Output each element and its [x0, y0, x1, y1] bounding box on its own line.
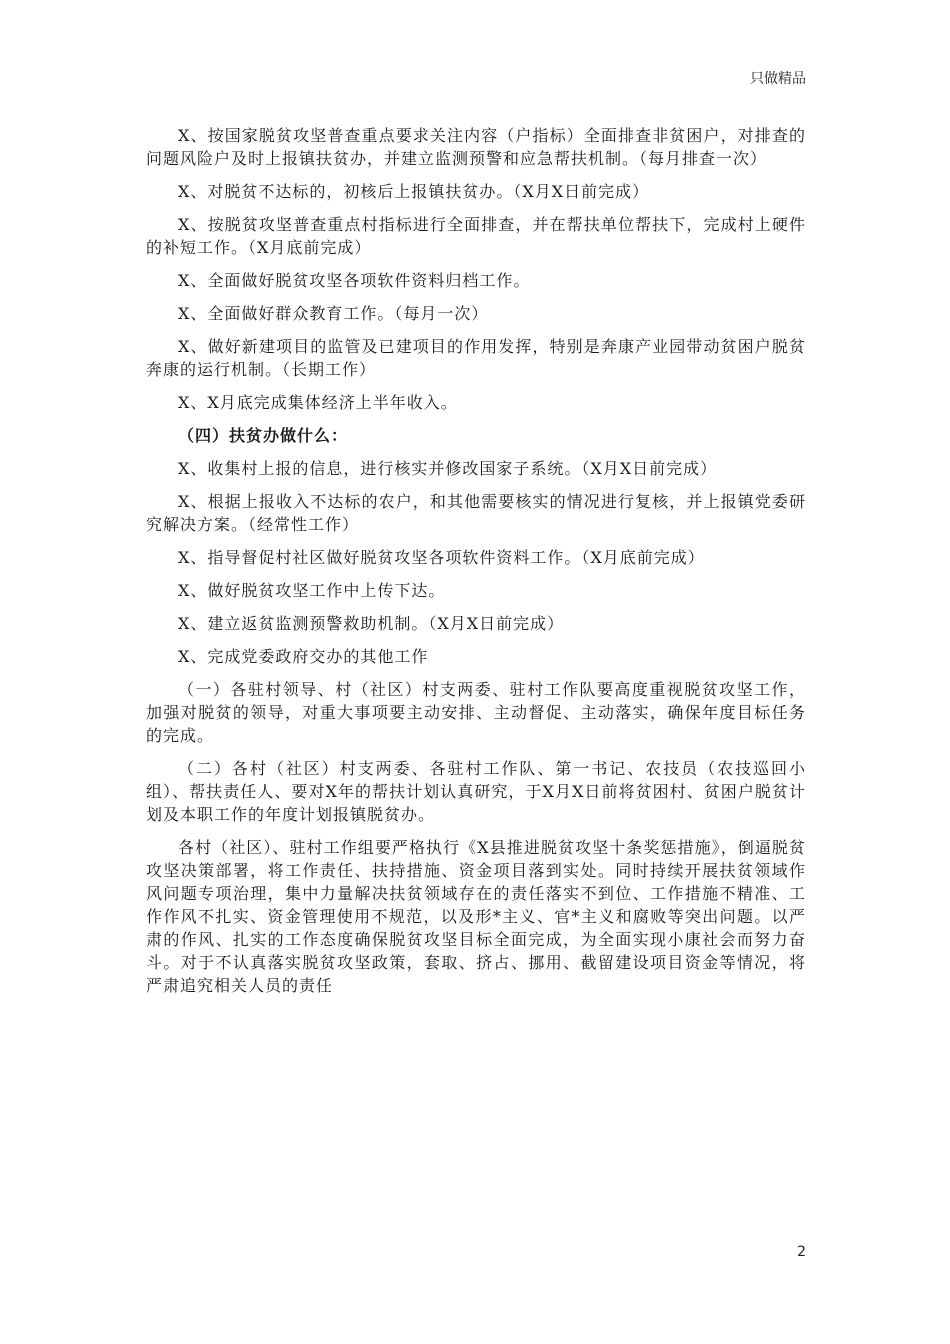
paragraph: X、完成党委政府交办的其他工作 — [178, 647, 429, 666]
paragraph: X、按脱贫攻坚普查重点村指标进行全面排查，并在帮扶单位帮扶下，完成村上硬件的补短工作。（X月底前完成） — [146, 215, 806, 257]
paragraph: X、根据上报收入不达标的农户，和其他需要核实的情况进行复核，并上报镇党委研究解决方案。（经常性工作） — [146, 492, 806, 534]
paragraph: X、全面做好群众教育工作。（每月一次） — [178, 304, 489, 323]
paragraph: X、建立返贫监测预警救助机制。（X月X日前完成） — [178, 614, 565, 633]
paragraph: X、指导督促村社区做好脱贫攻坚各项软件资料工作。（X月底前完成） — [178, 548, 705, 567]
paragraph: X、收集村上报的信息，进行核实并修改国家子系统。（X月X日前完成） — [178, 459, 718, 478]
header-slogan: 只做精品 — [750, 71, 806, 87]
paragraph: X、按国家脱贫攻坚普查重点要求关注内容（户指标）全面排查非贫困户，对排查的问题风险户及时上报镇扶贫办，并建立监测预警和应急帮扶机制。（每月排查一次） — [146, 126, 806, 168]
paragraph: 各村（社区）、驻村工作组要严格执行《X县推进脱贫攻坚十条奖惩措施》，倒逼脱贫攻坚决策部署，将工作责任、扶持措施、资金项目落到实处。同时持续开展扶贫领域作风问题专项治理，集中力量解决扶贫领域存在的责任落实不到位、工作措施不精准、工作作风不扎实、资金管理使用不规范，以及形*主义、官*主义和腐败等突出问题。以严肃的作风、扎实的工作态度确保脱贫攻坚目标全面完成，为全面实现小康社会而努力奋斗。对于不认真落实脱贫攻坚政策，套取、挤占、挪用、截留建设项目资金等情况，将严肃追究相关人员的责任 — [146, 838, 806, 995]
paragraph: X、全面做好脱贫攻坚各项软件资料归档工作。 — [178, 271, 531, 290]
paragraph: X、对脱贫不达标的，初核后上报镇扶贫办。（X月X日前完成） — [178, 182, 650, 201]
page-number: 2 — [797, 1244, 806, 1260]
document-body — [146, 124, 806, 1007]
paragraph: （一）各驻村领导、村（社区）村支两委、驻村工作队要高度重视脱贫攻坚工作，加强对脱贫的领导，对重大事项要主动安排、主动督促、主动落实，确保年度目标任务的完成。 — [146, 680, 806, 745]
paragraph: X、做好新建项目的监管及已建项目的作用发挥，特别是奔康产业园带动贫困户脱贫奔康的运行机制。（长期工作） — [146, 337, 806, 379]
paragraph: （二）各村（社区）村支两委、各驻村工作队、第一书记、农技员（农技巡回小组）、帮扶责任人、要对X年的帮扶计划认真研究，于X月X日前将贫困村、贫困户脱贫计划及本职工作的年度计划报镇脱贫办。 — [146, 759, 806, 824]
section-heading: （四）扶贫办做什么： — [178, 426, 349, 445]
paragraph: X、做好脱贫攻坚工作中上传下达。 — [178, 581, 446, 600]
paragraph: X、X月底完成集体经济上半年收入。 — [178, 393, 458, 412]
